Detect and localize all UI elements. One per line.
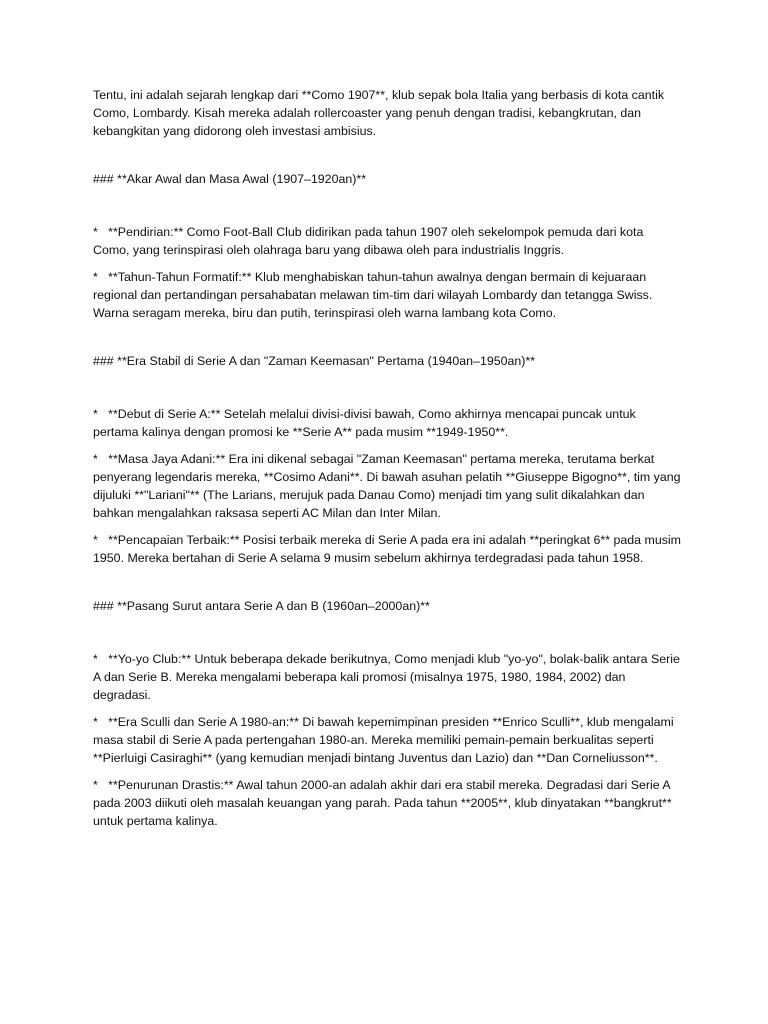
bullet-adani-era: * **Masa Jaya Adani:** Era ini dikenal sebagai "Zaman Keemasan" pertama mereka, terutama berkat penyerang legendaris mereka, **Cosimo Adani**. Di bawah asuhan pelatih **Giuseppe Bigogno**, tim yang dijuluki **"Lariani"** (The Larians, merujuk pada Danau Como) menjadi tim yang sulit dikalahkan dan bahkan mengalahkan raksasa seperti AC Milan dan Inter Milan.: [93, 452, 684, 520]
section-heading-early-years: ### **Akar Awal dan Masa Awal (1907–1920an)**: [93, 172, 367, 186]
bullet-founding: * **Pendirian:** Como Foot-Ball Club didirikan pada tahun 1907 oleh sekelompok pemuda dari kota Como, yang terinspirasi oleh olahraga baru yang dibawa oleh para industrialis Inggris.: [93, 225, 647, 257]
bullet-formative-years: * **Tahun-Tahun Formatif:** Klub menghabiskan tahun-tahun awalnya dengan bermain di kejuaraan regional dan pertandingan persahabatan melawan tim-tim dari wilayah Lombardy dan tetangga Swiss. Warna seragam mereka, biru dan putih, terinspirasi oleh warna lambang kota Como.: [93, 270, 656, 320]
document-page: [93, 86, 683, 839]
bullet-decline: * **Penurunan Drastis:** Awal tahun 2000-an adalah akhir dari era stabil mereka. Degradasi dari Serie A pada 2003 diikuti oleh masalah keuangan yang parah. Pada tahun **2005**, klub dinyatakan **bangkrut** untuk pertama kalinya.: [93, 778, 676, 828]
section-heading-serie-a-golden-age: ### **Era Stabil di Serie A dan "Zaman Keemasan" Pertama (1940an–1950an)**: [93, 354, 536, 368]
intro-paragraph: Tentu, ini adalah sejarah lengkap dari **Como 1907**, klub sepak bola Italia yang berbasis di kota cantik Como, Lombardy. Kisah mereka adalah rollercoaster yang penuh dengan tradisi, kebangkrutan, dan kebangkitan yang didorong oleh investasi ambisius.: [93, 88, 668, 138]
bullet-yo-yo-club: * **Yo-yo Club:** Untuk beberapa dekade berikutnya, Como menjadi klub "yo-yo", bolak-balik antara Serie A dan Serie B. Mereka mengalami beberapa kali promosi (misalnya 1975, 1980, 1984, 2002) dan degradasi.: [93, 652, 683, 702]
section-heading-ups-and-downs: ### **Pasang Surut antara Serie A dan B (1960an–2000an)**: [93, 599, 430, 613]
bullet-serie-a-debut: * **Debut di Serie A:** Setelah melalui divisi-divisi bawah, Como akhirnya mencapai puncak untuk pertama kalinya dengan promosi ke **Serie A** pada musim **1949-1950**.: [93, 407, 640, 439]
bullet-best-achievement: * **Pencapaian Terbaik:** Posisi terbaik mereka di Serie A pada era ini adalah **peringkat 6** pada musim 1950. Mereka bertahan di Serie A selama 9 musim sebelum akhirnya terdegradasi pada tahun 1958.: [93, 533, 685, 565]
bullet-sculli-era: * **Era Sculli dan Serie A 1980-an:** Di bawah kepemimpinan presiden **Enrico Sculli**, klub mengalami masa stabil di Serie A pada pertengahan 1980-an. Mereka memiliki pemain-pemain berkualitas seperti **Pierluigi Casiraghi** (yang kemudian menjadi bintang Juventus dan Lazio) dan **Dan Corneliusson**.: [93, 715, 678, 765]
